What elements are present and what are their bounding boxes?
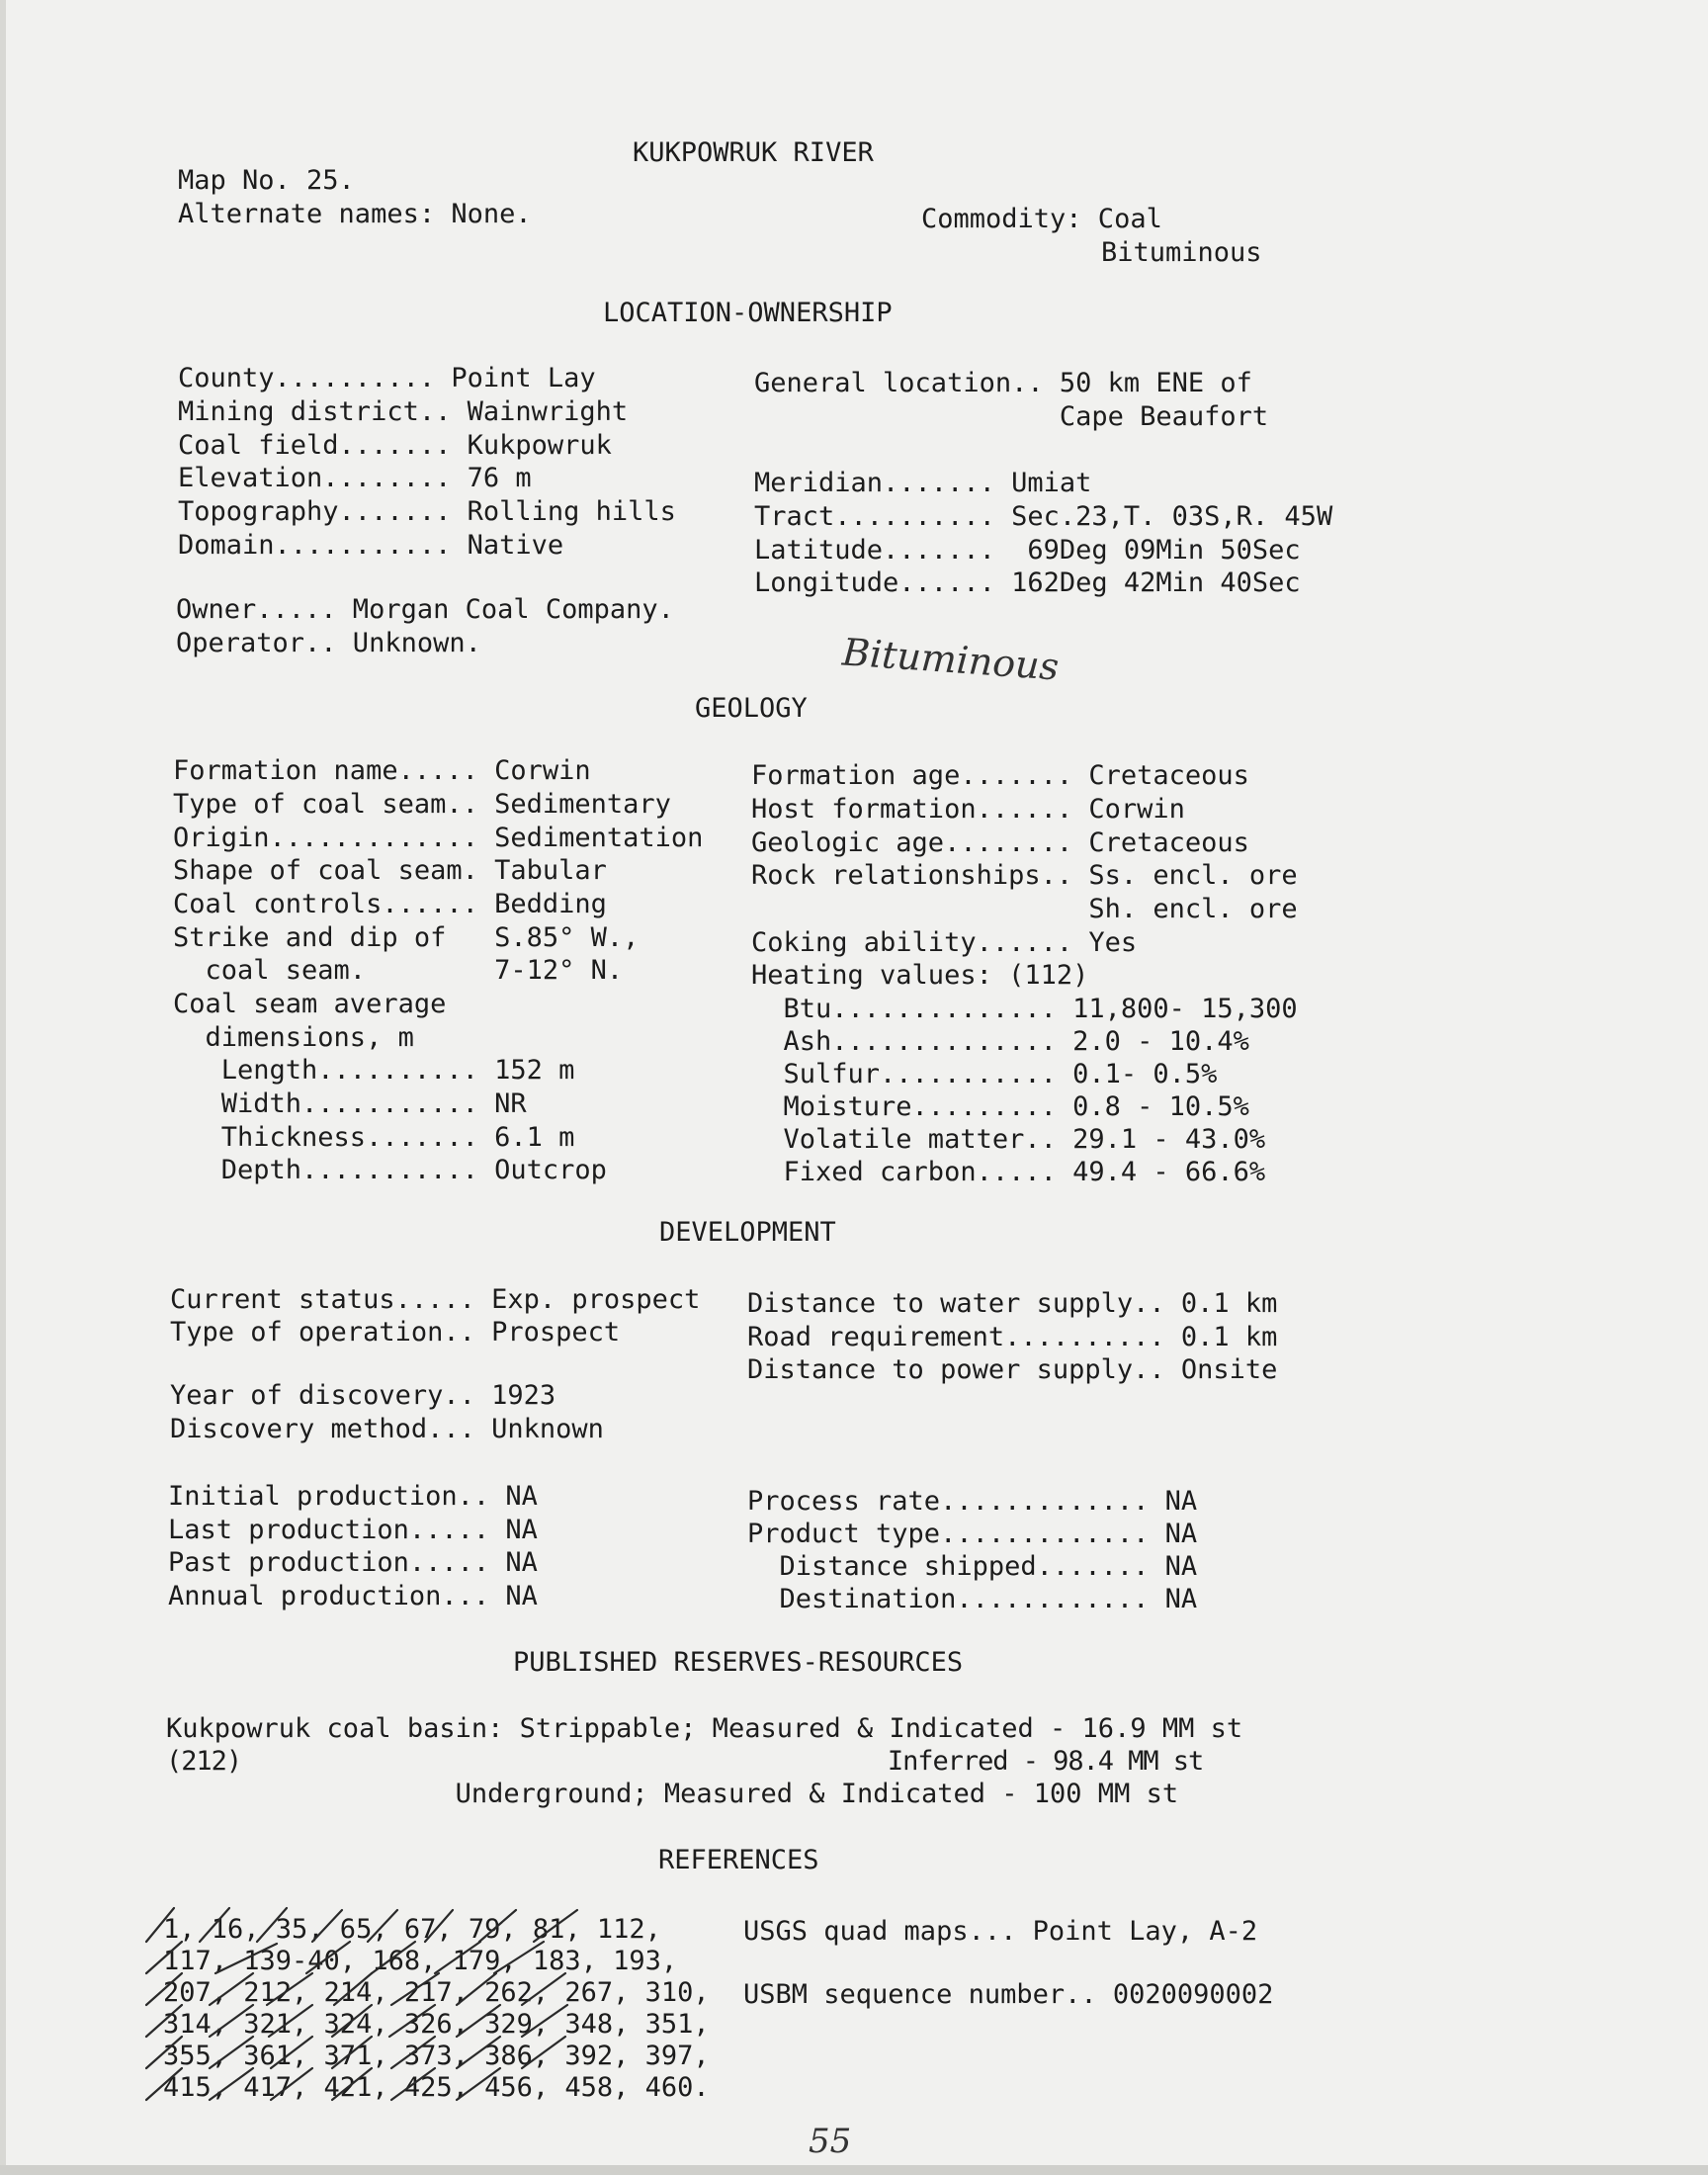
development-field: Current status..... Exp. prospect [170,1284,701,1315]
geology-field: Coking ability...... Yes [751,927,1138,958]
development-field: Year of discovery.. 1923 [170,1380,556,1411]
geology-field: Host formation...... Corwin [751,794,1185,825]
location-field: Mining district.. Wainwright [178,396,629,427]
geology-field: Strike and dip of S.85° W., [173,922,640,953]
section-heading-location: LOCATION-OWNERSHIP [603,298,893,328]
geology-field: Ash.............. 2.0 - 10.4% [751,1026,1249,1057]
page-left-edge [0,0,6,2175]
geology-field: Depth........... Outcrop [173,1155,607,1185]
location-field: General location.. 50 km ENE of [754,368,1252,398]
usgs-quad-maps: USGS quad maps... Point Lay, A-2 [743,1916,1258,1947]
geology-field: Shape of coal seam. Tabular [173,855,607,886]
geology-field: Volatile matter.. 29.1 - 43.0% [751,1124,1266,1155]
geology-field: Width........... NR [173,1088,527,1119]
geology-field: dimensions, m [173,1022,414,1053]
geology-field: coal seam. 7-12° N. [173,955,624,986]
development-field: Product type............. NA [747,1519,1198,1549]
location-field: Latitude....... 69Deg 09Min 50Sec [754,535,1301,566]
location-field: Tract.......... Sec.23,T. 03S,R. 45W [754,501,1333,532]
geology-field: Origin............. Sedimentation [173,823,704,853]
section-heading-references: REFERENCES [658,1845,819,1875]
development-field: Annual production... NA [168,1581,538,1611]
reserves-line: (212) Inferred - 98.4 MM st [166,1746,1204,1777]
page-bottom-edge [0,2165,1708,2175]
development-field: Road requirement.......... 0.1 km [747,1322,1278,1352]
reserves-line: Kukpowruk coal basin: Strippable; Measured & Indicated - 16.9 MM st [166,1713,1243,1744]
location-field: Elevation........ 76 m [178,463,532,493]
development-field: Process rate............. NA [747,1486,1198,1517]
geology-field: Type of coal seam.. Sedimentary [173,789,671,820]
section-heading-geology: GEOLOGY [695,693,808,724]
reference-line: 415, 417, 421, 425, 456, 458, 460. [163,2072,710,2103]
reference-line: 355, 361, 371, 373, 386, 392, 397, [163,2041,710,2071]
geology-field: Sh. encl. ore [751,894,1298,924]
reference-line: 314, 321, 324, 326, 329, 348, 351, [163,2009,710,2040]
geology-field: Coal seam average [173,989,447,1019]
handwritten-note: Bituminous [840,630,1061,689]
geology-field: Btu.............. 11,800- 15,300 [751,994,1298,1024]
usbm-sequence-number: USBM sequence number.. 0020090002 [743,1979,1274,2010]
geology-field: Fixed carbon..... 49.4 - 66.6% [751,1157,1266,1187]
geology-field: Coal controls...... Bedding [173,889,607,919]
page-number: 55 [809,2122,852,2161]
reference-line: 207, 212, 214, 217, 262, 267, 310, [163,1977,710,2008]
location-field: Meridian....... Umiat [754,468,1092,498]
geology-field: Moisture......... 0.8 - 10.5% [751,1091,1249,1122]
reserves-line: Underground; Measured & Indicated - 100 MM st [166,1779,1179,1809]
location-field: Longitude...... 162Deg 42Min 40Sec [754,567,1301,598]
document-title: KUKPOWRUK RIVER [633,137,874,168]
development-field: Distance shipped....... NA [747,1551,1198,1582]
location-field: Topography....... Rolling hills [178,496,676,527]
geology-field: Sulfur........... 0.1- 0.5% [751,1059,1218,1089]
geology-field: Formation age....... Cretaceous [751,760,1249,791]
development-field: Initial production.. NA [168,1481,538,1512]
geology-field: Length.......... 152 m [173,1055,575,1086]
development-field: Destination............ NA [747,1584,1198,1614]
reference-line: 1, 16, 35, 65, 67, 79, 81, 112, [163,1914,661,1945]
geology-field: Heating values: (112) [751,960,1089,991]
development-field: Last production..... NA [168,1515,538,1545]
alternate-names: Alternate names: None. [178,199,532,229]
geology-field: Geologic age........ Cretaceous [751,827,1249,858]
location-field: County.......... Point Lay [178,363,596,393]
section-heading-reserves: PUBLISHED RESERVES-RESOURCES [513,1647,964,1678]
owner: Owner..... Morgan Coal Company. [176,594,674,625]
geology-field: Rock relationships.. Ss. encl. ore [751,860,1298,891]
development-field: Discovery method... Unknown [170,1414,604,1444]
commodity-type: Bituminous [1101,237,1262,268]
operator: Operator.. Unknown. [176,628,481,658]
geology-field: Formation name..... Corwin [173,755,591,786]
development-field: Distance to power supply.. Onsite [747,1354,1278,1385]
location-field: Coal field....... Kukpowruk [178,430,612,461]
commodity: Commodity: Coal [921,204,1162,234]
development-field: Past production..... NA [168,1547,538,1578]
location-field: Domain........... Native [178,530,564,561]
section-heading-development: DEVELOPMENT [659,1217,836,1248]
location-field: Cape Beaufort [754,401,1269,432]
development-field: Type of operation.. Prospect [170,1317,621,1348]
development-field: Distance to water supply.. 0.1 km [747,1288,1278,1319]
reference-line: 117, 139-40, 168, 179, 183, 193, [163,1946,678,1976]
geology-field: Thickness....... 6.1 m [173,1122,575,1153]
map-number: Map No. 25. [178,165,355,196]
